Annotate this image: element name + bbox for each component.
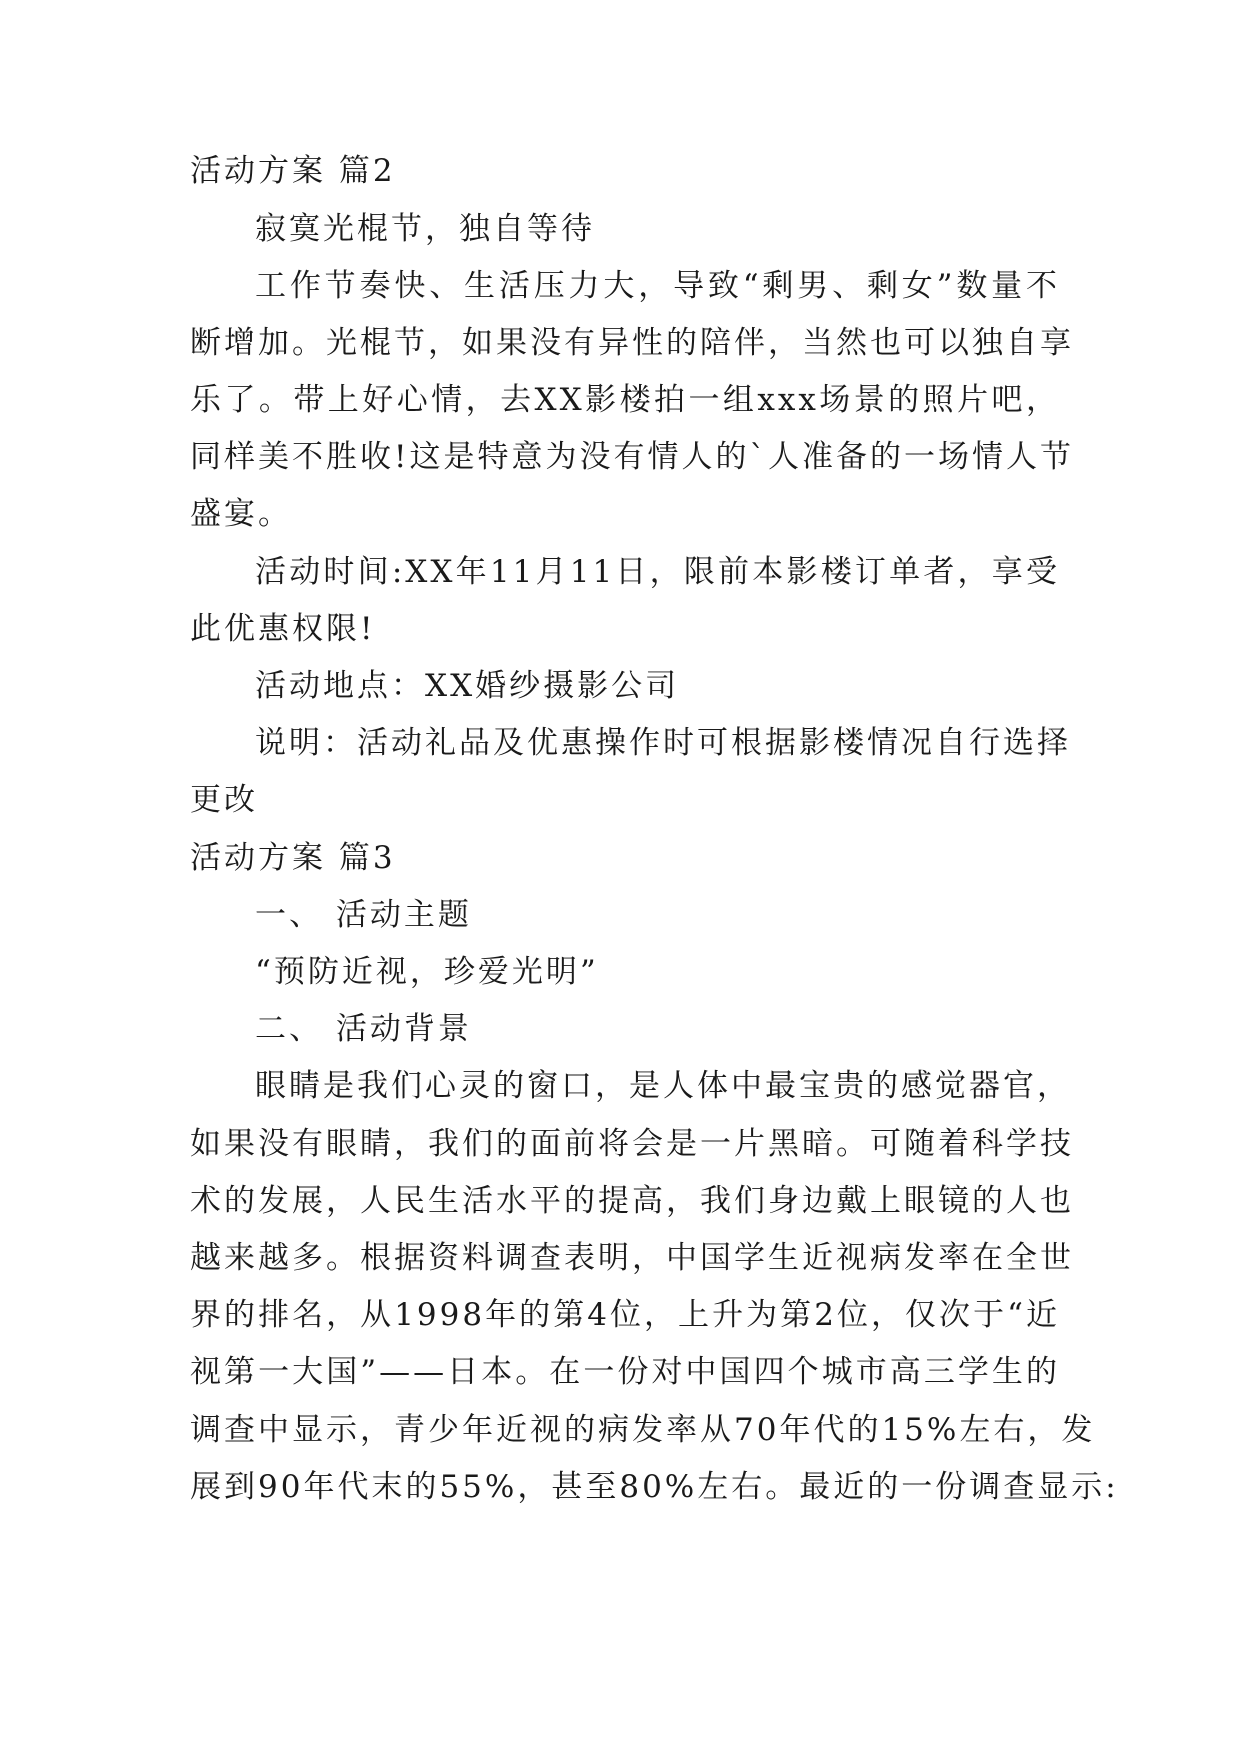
paragraph-line: 乐了。带上好心情，去XX影楼拍一组xxx场景的照片吧， [190, 382, 1060, 418]
paragraph-line: 越来越多。根据资料调查表明，中国学生近视病发率在全世 [190, 1240, 1074, 1276]
subsection-heading: 一、 活动主题 [255, 897, 472, 933]
paragraph-line: 同样美不胜收!这是特意为没有情人的`人准备的一场情人节 [190, 439, 1074, 475]
paragraph-line: 盛宴。 [190, 496, 292, 532]
paragraph-line: 活动地点：XX婚纱摄影公司 [255, 668, 680, 704]
subsection-heading: 二、 活动背景 [255, 1011, 472, 1047]
paragraph-line: 视第一大国”——日本。在一份对中国四个城市高三学生的 [190, 1354, 1060, 1390]
paragraph-line: 眼睛是我们心灵的窗口，是人体中最宝贵的感觉器官， [255, 1068, 1071, 1104]
paragraph-line: 术的发展，人民生活水平的提高，我们身边戴上眼镜的人也 [190, 1183, 1074, 1219]
paragraph-line: 活动时间:XX年11月11日，限前本影楼订单者，享受 [255, 554, 1060, 590]
paragraph-line: 如果没有眼睛，我们的面前将会是一片黑暗。可随着科学技 [190, 1126, 1074, 1162]
paragraph-line: 此优惠权限! [190, 611, 376, 647]
paragraph-title: 寂寞光棍节，独自等待 [255, 211, 595, 247]
paragraph-line: “预防近视，珍爱光明” [255, 954, 599, 990]
paragraph-line: 更改 [190, 782, 258, 818]
paragraph-line: 说明：活动礼品及优惠操作时可根据影楼情况自行选择 [255, 725, 1071, 761]
paragraph-line: 断增加。光棍节，如果没有异性的陪伴，当然也可以独自享 [190, 325, 1074, 361]
paragraph-line: 界的排名，从1998年的第4位，上升为第2位，仅次于“近 [190, 1297, 1060, 1333]
section-heading: 活动方案 篇2 [190, 153, 396, 189]
paragraph-line: 工作节奏快、生活压力大，导致“剩男、剩女”数量不 [255, 268, 1060, 304]
paragraph-line: 展到90年代末的55%，甚至80%左右。最近的一份调查显示: [190, 1469, 1119, 1505]
section-heading: 活动方案 篇3 [190, 840, 396, 876]
paragraph-line: 调查中显示，青少年近视的病发率从70年代的15%左右，发 [190, 1412, 1096, 1448]
